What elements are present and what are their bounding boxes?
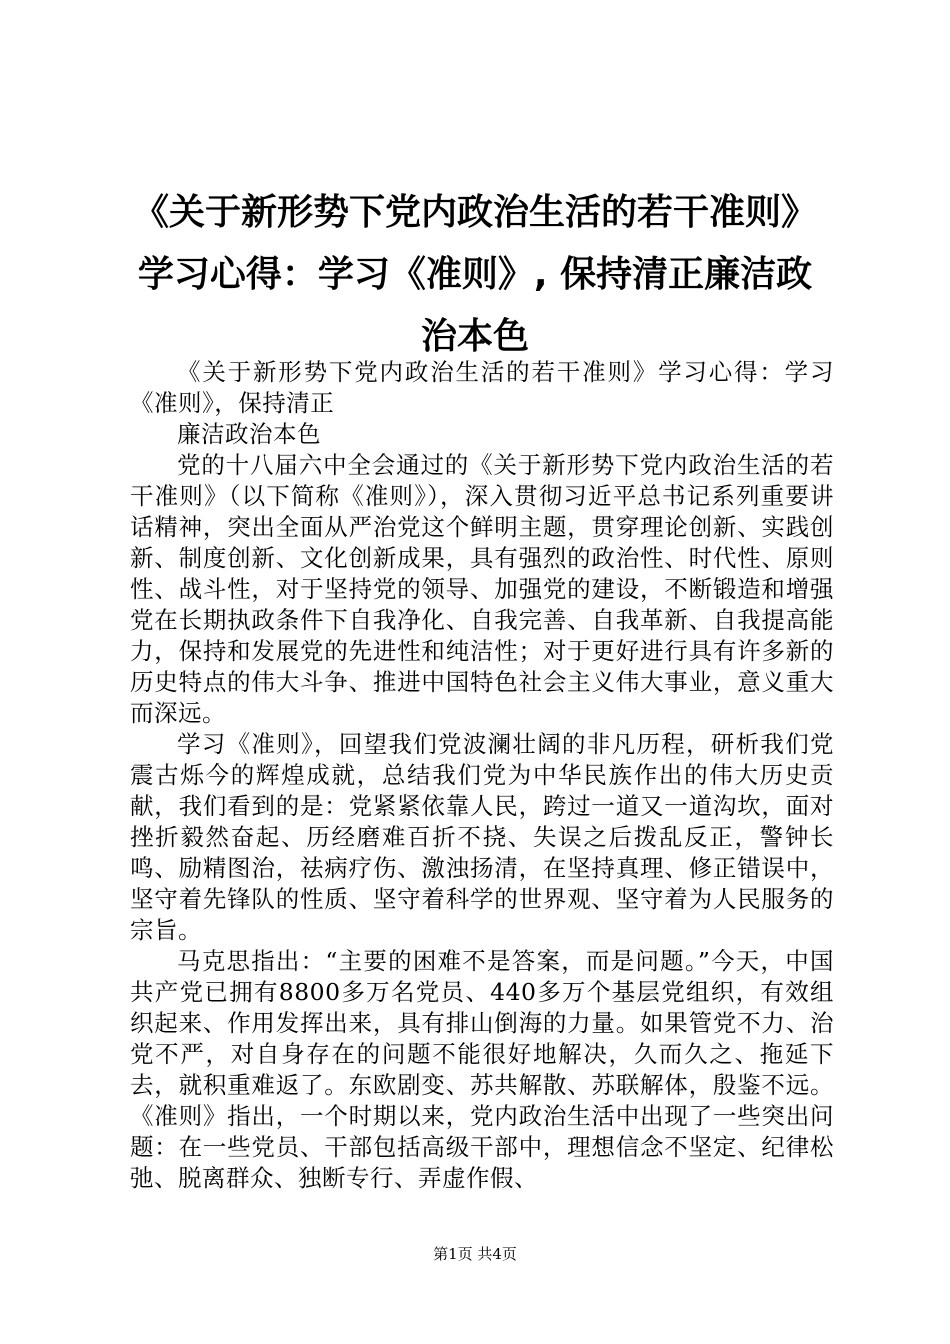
paragraph-subtitle-line1: 《关于新形势下党内政治生活的若干准则》学习心得：学习《准则》，保持清正	[130, 358, 834, 417]
document-body	[130, 357, 834, 1194]
paragraph-subtitle-line2: 廉洁政治本色	[177, 420, 321, 448]
document-title: 《关于新形势下党内政治生活的若干准则》学习心得：学习《准则》, 保持清正廉洁政治本色	[132, 192, 817, 357]
paragraph-3: 马克思指出：“主要的困难不是答案，而是问题。”今天，中国共产党已拥有8800多万名党员、440多万个基层党组织，有效组织起来、作用发挥出来，具有排山倒海的力量。如果管党不力、治党不严，对自身存在的问题不能很好地解决，久而久之、拖延下去，就积重难返了。东欧剧变、苏共解散、苏联解体，殷鉴不远。《准则》指出，一个时期以来，党内政治生活中出现了一些突出问题：在一些党员、干部包括高级干部中，理想信念不坚定、纪律松弛、脱离群众、独断专行、弄虚作假、	[130, 947, 834, 1192]
page-footer: 第1页 共4页	[433, 1245, 517, 1263]
paragraph-2: 学习《准则》，回望我们党波澜壮阔的非凡历程，研析我们党震古烁今的辉煌成就，总结我们党为中华民族作出的伟大历史贡献，我们看到的是：党紧紧依靠人民，跨过一道又一道沟坎，面对挫折毅然奋起、历经磨难百折不挠、失误之后拨乱反正，警钟长鸣、励精图治，祛病疗伤、激浊扬清，在坚持真理、修正错误中，坚守着先锋队的性质、坚守着科学的世界观、坚守着为人民服务的宗旨。	[130, 730, 834, 944]
paragraph-1: 党的十八届六中全会通过的《关于新形势下党内政治生活的若干准则》（以下简称《准则》），深入贯彻习近平总书记系列重要讲话精神，突出全面从严治党这个鲜明主题，贯穿理论创新、实践创新、制度创新、文化创新成果，具有强烈的政治性、时代性、原则性、战斗性，对于坚持党的领导、加强党的建设，不断锻造和增强党在长期执政条件下自我净化、自我完善、自我革新、自我提高能力，保持和发展党的先进性和纯洁性；对于更好进行具有许多新的历史特点的伟大斗争、推进中国特色社会主义伟大事业，意义重大而深远。	[130, 451, 834, 727]
